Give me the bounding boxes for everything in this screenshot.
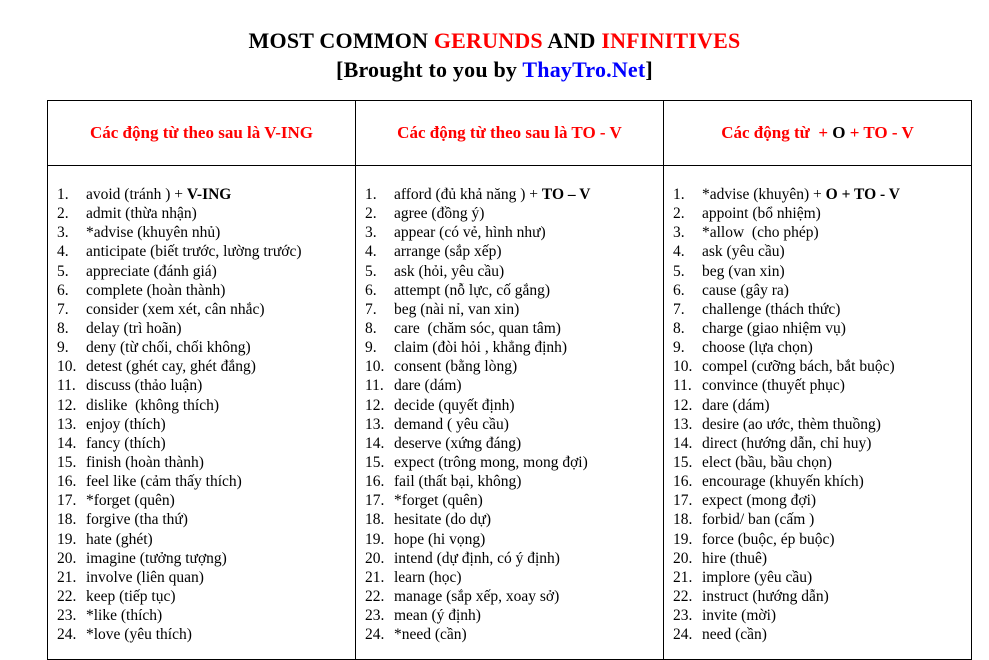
- list-item-text: [394, 185, 590, 204]
- list-item-verb: hate (ghét): [86, 530, 153, 548]
- list-item-verb: hire (thuê): [702, 549, 767, 567]
- list-item-text: [86, 204, 197, 223]
- column-divider-1: [355, 101, 356, 659]
- list-item-number: 17.: [365, 492, 385, 510]
- list-item-verb: manage (sắp xếp, xoay sở): [394, 587, 560, 605]
- list-item-verb: consider (xem xét, cân nhắc): [86, 300, 265, 318]
- list-item-verb: implore (yêu cầu): [702, 568, 813, 586]
- list-item-text: [702, 625, 767, 644]
- list-item-verb: expect (trông mong, mong đợi): [394, 453, 588, 471]
- list-item-text: [702, 300, 840, 319]
- list-item-verb: compel (cưỡng bách, bắt buộc): [702, 358, 895, 376]
- list-item-verb: intend (dự định, có ý định): [394, 549, 560, 567]
- list-item-number: 20.: [365, 549, 385, 567]
- list-item-verb: imagine (tưởng tượng): [86, 549, 227, 567]
- list-item-text: [86, 376, 202, 395]
- list-item-number: 4.: [365, 243, 377, 261]
- header-o-to-v-label-c: O: [832, 123, 846, 142]
- list-item-verb: complete (hoàn thành): [86, 281, 226, 299]
- list-item-verb: dare (dám): [394, 377, 462, 395]
- list-item-number: 16.: [673, 473, 693, 491]
- list-item-verb: hope (hi vọng): [394, 530, 486, 548]
- list-item-number: 8.: [57, 319, 69, 337]
- list-item-number: 11.: [365, 377, 384, 395]
- list-item-text: [702, 606, 776, 625]
- list-item-number: 7.: [673, 300, 685, 318]
- list-item-text: [702, 242, 785, 261]
- list-item-number: 5.: [365, 262, 377, 280]
- list-item-number: 18.: [365, 511, 385, 529]
- list-item-text: [702, 281, 789, 300]
- list-item-verb: admit (thừa nhận): [86, 205, 197, 223]
- list-item-number: 10.: [57, 358, 77, 376]
- list-item-text: [86, 319, 182, 338]
- list-item-text: [394, 587, 559, 606]
- list-item-text: [394, 242, 502, 261]
- header-divider: [48, 165, 971, 166]
- list-item-number: 9.: [365, 339, 377, 357]
- list-item-verb: delay (trì hoãn): [86, 319, 182, 337]
- list-item-verb: care (chăm sóc, quan tâm): [394, 319, 561, 337]
- title-infinitives: INFINITIVES: [601, 28, 741, 53]
- list-item-verb: claim (đòi hỏi , khẳng định): [394, 339, 568, 357]
- list-item-text: [86, 530, 153, 549]
- list-item-text: [86, 242, 301, 261]
- list-item-verb: ask (hỏi, yêu cầu): [394, 262, 505, 280]
- list-item-verb: charge (giao nhiệm vụ): [702, 319, 846, 337]
- list-item-number: 6.: [673, 281, 685, 299]
- list-item-text: [394, 319, 561, 338]
- list-item-verb: forgive (tha thứ): [86, 511, 188, 529]
- title-and: AND: [542, 28, 602, 53]
- list-item-text: [702, 204, 821, 223]
- list-item-number: 7.: [57, 300, 69, 318]
- list-item-number: 3.: [673, 224, 685, 242]
- list-item-verb: *forget (quên): [394, 492, 483, 510]
- list-item-number: 1.: [365, 186, 377, 203]
- list-item-verb: *like (thích): [86, 607, 163, 625]
- list-item-number: 20.: [673, 549, 693, 567]
- list-item-verb: *advise (khuyên) +: [702, 186, 826, 203]
- list-item-verb: cause (gây ra): [702, 281, 789, 299]
- list-item-verb: fancy (thích): [86, 434, 166, 452]
- list-item-number: 4.: [57, 243, 69, 261]
- list-item-text: [394, 453, 588, 472]
- list-item-verb: finish (hoàn thành): [86, 453, 204, 471]
- list-item-number: 3.: [57, 224, 69, 242]
- list-item-text: [86, 491, 175, 510]
- list-item-verb: forbid/ ban (cấm ): [702, 511, 815, 529]
- list-item-text: [394, 625, 467, 644]
- list-item-text: [394, 300, 519, 319]
- list-item-number: 14.: [673, 434, 693, 452]
- list-item-text: [394, 281, 550, 300]
- list-item-number: 2.: [57, 205, 69, 223]
- list-item-number: 21.: [365, 568, 385, 586]
- list-item-text: [394, 204, 484, 223]
- list-item-verb: desire (ao ước, thèm thuồng): [702, 415, 881, 433]
- list-item-text: [86, 434, 166, 453]
- list-item-number: 9.: [57, 339, 69, 357]
- list-item-verb: expect (mong đợi): [702, 492, 817, 510]
- list-item-text: [394, 338, 567, 357]
- list-item-text: [86, 568, 204, 587]
- list-item-verb: afford (đủ khả năng ) +: [394, 186, 542, 203]
- list-item-text: [702, 415, 881, 434]
- list-item-text: [702, 472, 864, 491]
- list-item-pattern: O + TO - V: [825, 186, 900, 203]
- verb-table: [47, 100, 972, 660]
- list-item-verb: direct (hướng dẫn, chỉ huy): [702, 434, 872, 452]
- list-item-number: 10.: [673, 358, 693, 376]
- list-item-verb: demand ( yêu cầu): [394, 415, 509, 433]
- list-item-text: [394, 491, 483, 510]
- list-item-verb: *need (cần): [394, 626, 467, 644]
- column-divider-2: [663, 101, 664, 659]
- list-item-number: 24.: [673, 626, 693, 644]
- list-item-number: 14.: [365, 434, 385, 452]
- list-item-verb: convince (thuyết phục): [702, 377, 845, 395]
- list-item-text: [394, 262, 504, 281]
- list-item-number: 6.: [365, 281, 377, 299]
- list-item-text: [702, 549, 767, 568]
- list-item-verb: deserve (xứng đáng): [394, 434, 522, 452]
- list-item-pattern: TO – V: [541, 186, 591, 203]
- list-item-number: 13.: [673, 415, 693, 433]
- list-item-text: [394, 568, 462, 587]
- list-item-text: [702, 510, 814, 529]
- list-item-number: 16.: [365, 473, 385, 491]
- list-item-number: 21.: [57, 568, 77, 586]
- list-item-text: [394, 530, 485, 549]
- list-item-verb: invite (mời): [702, 607, 777, 625]
- list-item-pattern: V-ING: [186, 186, 232, 203]
- list-item-number: 22.: [57, 587, 77, 605]
- list-item-number: 7.: [365, 300, 377, 318]
- list-item-text: [702, 185, 900, 204]
- list-item-number: 22.: [673, 587, 693, 605]
- list-item-verb: agree (đồng ý): [394, 205, 485, 223]
- list-item-text: [702, 568, 812, 587]
- subtitle-close: ]: [645, 57, 653, 82]
- list-item-text: [394, 357, 517, 376]
- list-item-verb: *love (yêu thích): [86, 626, 192, 644]
- list-item-text: [702, 357, 895, 376]
- list-item-text: [702, 587, 829, 606]
- list-item-text: [702, 453, 832, 472]
- list-item-verb: challenge (thách thức): [702, 300, 841, 318]
- list-item-verb: feel like (cảm thấy thích): [86, 473, 242, 491]
- list-item-number: 21.: [673, 568, 693, 586]
- list-item-number: 24.: [57, 626, 77, 644]
- list-item-text: [394, 549, 560, 568]
- list-item-text: [86, 396, 219, 415]
- list-item-text: [702, 376, 845, 395]
- list-item-text: [86, 510, 188, 529]
- list-item-text: [86, 472, 242, 491]
- list-item-verb: hesitate (do dự): [394, 511, 492, 529]
- list-item-number: 3.: [365, 224, 377, 242]
- list-item-verb: *allow (cho phép): [702, 224, 819, 242]
- list-item-number: 15.: [673, 453, 693, 471]
- list-item-number: 18.: [57, 511, 77, 529]
- list-item-text: [86, 281, 225, 300]
- list-item-number: 15.: [365, 453, 385, 471]
- list-item-text: [86, 223, 220, 242]
- list-item-number: 13.: [57, 415, 77, 433]
- list-item-number: 23.: [673, 607, 693, 625]
- list-item-verb: attempt (nỗ lực, cố gắng): [394, 281, 551, 299]
- list-item-verb: dare (dám): [702, 396, 770, 414]
- list-item-text: [86, 549, 227, 568]
- list-item-text: [702, 223, 819, 242]
- list-item-text: [394, 396, 515, 415]
- list-item-text: [86, 185, 231, 204]
- list-item-number: 12.: [365, 396, 385, 414]
- list-item-text: [702, 530, 835, 549]
- list-item-number: 14.: [57, 434, 77, 452]
- list-item-verb: involve (liên quan): [86, 568, 204, 586]
- list-item-verb: dislike (không thích): [86, 396, 220, 414]
- list-item-text: [394, 415, 509, 434]
- document-subtitle: [0, 57, 989, 83]
- title-gerunds: GERUNDS: [433, 28, 543, 53]
- list-item-number: 2.: [365, 205, 377, 223]
- list-item-number: 19.: [673, 530, 693, 548]
- list-item-number: 18.: [673, 511, 693, 529]
- list-item-verb: avoid (tránh ) +: [86, 186, 187, 203]
- list-item-verb: *advise (khuyên nhủ): [86, 224, 221, 242]
- list-item-verb: enjoy (thích): [86, 415, 166, 433]
- title-part-1: MOST COMMON: [248, 28, 434, 53]
- list-item-number: 12.: [673, 396, 693, 414]
- list-item-verb: instruct (hướng dẫn): [702, 587, 829, 605]
- list-item-number: 6.: [57, 281, 69, 299]
- list-item-verb: consent (bằng lòng): [394, 358, 518, 376]
- list-item-text: [394, 606, 481, 625]
- document-title: [0, 28, 989, 54]
- list-item-text: [86, 606, 162, 625]
- list-item-number: 5.: [57, 262, 69, 280]
- list-item-text: [86, 453, 204, 472]
- list-item-verb: appoint (bổ nhiệm): [702, 205, 821, 223]
- list-item-text: [702, 319, 846, 338]
- list-item-verb: learn (học): [394, 568, 462, 586]
- list-item-text: [86, 415, 166, 434]
- list-item-verb: appreciate (đánh giá): [86, 262, 217, 280]
- header-o-to-v: [664, 101, 971, 165]
- list-item-verb: mean (ý định): [394, 607, 481, 625]
- list-item-verb: beg (nài nỉ, van xin): [394, 300, 520, 318]
- list-item-verb: deny (từ chối, chối không): [86, 339, 251, 357]
- list-item-text: [702, 434, 871, 453]
- list-item-number: 24.: [365, 626, 385, 644]
- list-item-number: 10.: [365, 358, 385, 376]
- list-item-text: [86, 625, 192, 644]
- list-item-number: 20.: [57, 549, 77, 567]
- list-item-number: 23.: [57, 607, 77, 625]
- header-o-to-v-label-a: Các động từ: [721, 123, 815, 142]
- list-item-text: [86, 587, 176, 606]
- list-item-verb: beg (van xin): [702, 262, 785, 280]
- list-item-number: 19.: [57, 530, 77, 548]
- list-item-verb: elect (bầu, bầu chọn): [702, 453, 832, 471]
- list-item-verb: choose (lựa chọn): [702, 339, 813, 357]
- list-item-number: 4.: [673, 243, 685, 261]
- list-item-number: 5.: [673, 262, 685, 280]
- list-item-number: 16.: [57, 473, 77, 491]
- list-item-verb: encourage (khuyến khích): [702, 473, 864, 491]
- list-item-verb: anticipate (biết trước, lường trước): [86, 243, 302, 261]
- list-item-text: [394, 510, 491, 529]
- header-to-v-label: Các động từ theo sau là TO - V: [397, 123, 622, 142]
- list-item-text: [702, 491, 816, 510]
- list-item-number: 12.: [57, 396, 77, 414]
- list-item-text: [394, 434, 521, 453]
- list-item-verb: force (buộc, ép buộc): [702, 530, 835, 548]
- list-item-text: [86, 262, 217, 281]
- list-item-text: [86, 300, 265, 319]
- list-item-number: 13.: [365, 415, 385, 433]
- list-item-text: [394, 223, 546, 242]
- list-item-verb: appear (có vẻ, hình như): [394, 224, 546, 242]
- list-item-number: 22.: [365, 587, 385, 605]
- list-item-verb: discuss (thảo luận): [86, 377, 203, 395]
- list-item-verb: fail (thất bại, không): [394, 473, 522, 491]
- list-item-number: 15.: [57, 453, 77, 471]
- list-item-number: 19.: [365, 530, 385, 548]
- header-ving: [48, 101, 355, 165]
- list-item-number: 23.: [365, 607, 385, 625]
- list-item-verb: *forget (quên): [86, 492, 175, 510]
- list-item-text: [86, 357, 256, 376]
- list-item-number: 11.: [673, 377, 692, 395]
- list-item-verb: keep (tiếp tục): [86, 587, 176, 605]
- header-ving-label: Các động từ theo sau là V-ING: [89, 123, 314, 142]
- list-item-text: [394, 376, 462, 395]
- list-item-text: [86, 338, 251, 357]
- subtitle-open: [Brought to you by: [336, 57, 523, 82]
- list-item-verb: need (cần): [702, 626, 767, 644]
- list-item-number: 17.: [57, 492, 77, 510]
- list-item-text: [702, 396, 770, 415]
- list-item-verb: decide (quyết định): [394, 396, 515, 414]
- list-item-number: 8.: [365, 319, 377, 337]
- list-item-number: 1.: [57, 186, 69, 203]
- list-item-number: 11.: [57, 377, 76, 395]
- list-item-verb: detest (ghét cay, ghét đắng): [86, 358, 256, 376]
- header-to-v: [356, 101, 663, 165]
- list-item-number: 8.: [673, 319, 685, 337]
- list-item-number: 9.: [673, 339, 685, 357]
- list-item-text: [702, 262, 785, 281]
- list-item-text: [702, 338, 813, 357]
- list-item-number: 17.: [673, 492, 693, 510]
- list-item-verb: ask (yêu cầu): [702, 243, 785, 261]
- list-item-verb: arrange (sắp xếp): [394, 243, 502, 261]
- header-o-to-v-label-b: +: [814, 123, 833, 142]
- list-item-text: [394, 472, 521, 491]
- list-item-number: 2.: [673, 205, 685, 223]
- subtitle-brand: ThayTro.Net: [522, 57, 646, 82]
- header-o-to-v-label-d: + TO - V: [845, 123, 914, 142]
- list-item-number: 1.: [673, 186, 685, 203]
